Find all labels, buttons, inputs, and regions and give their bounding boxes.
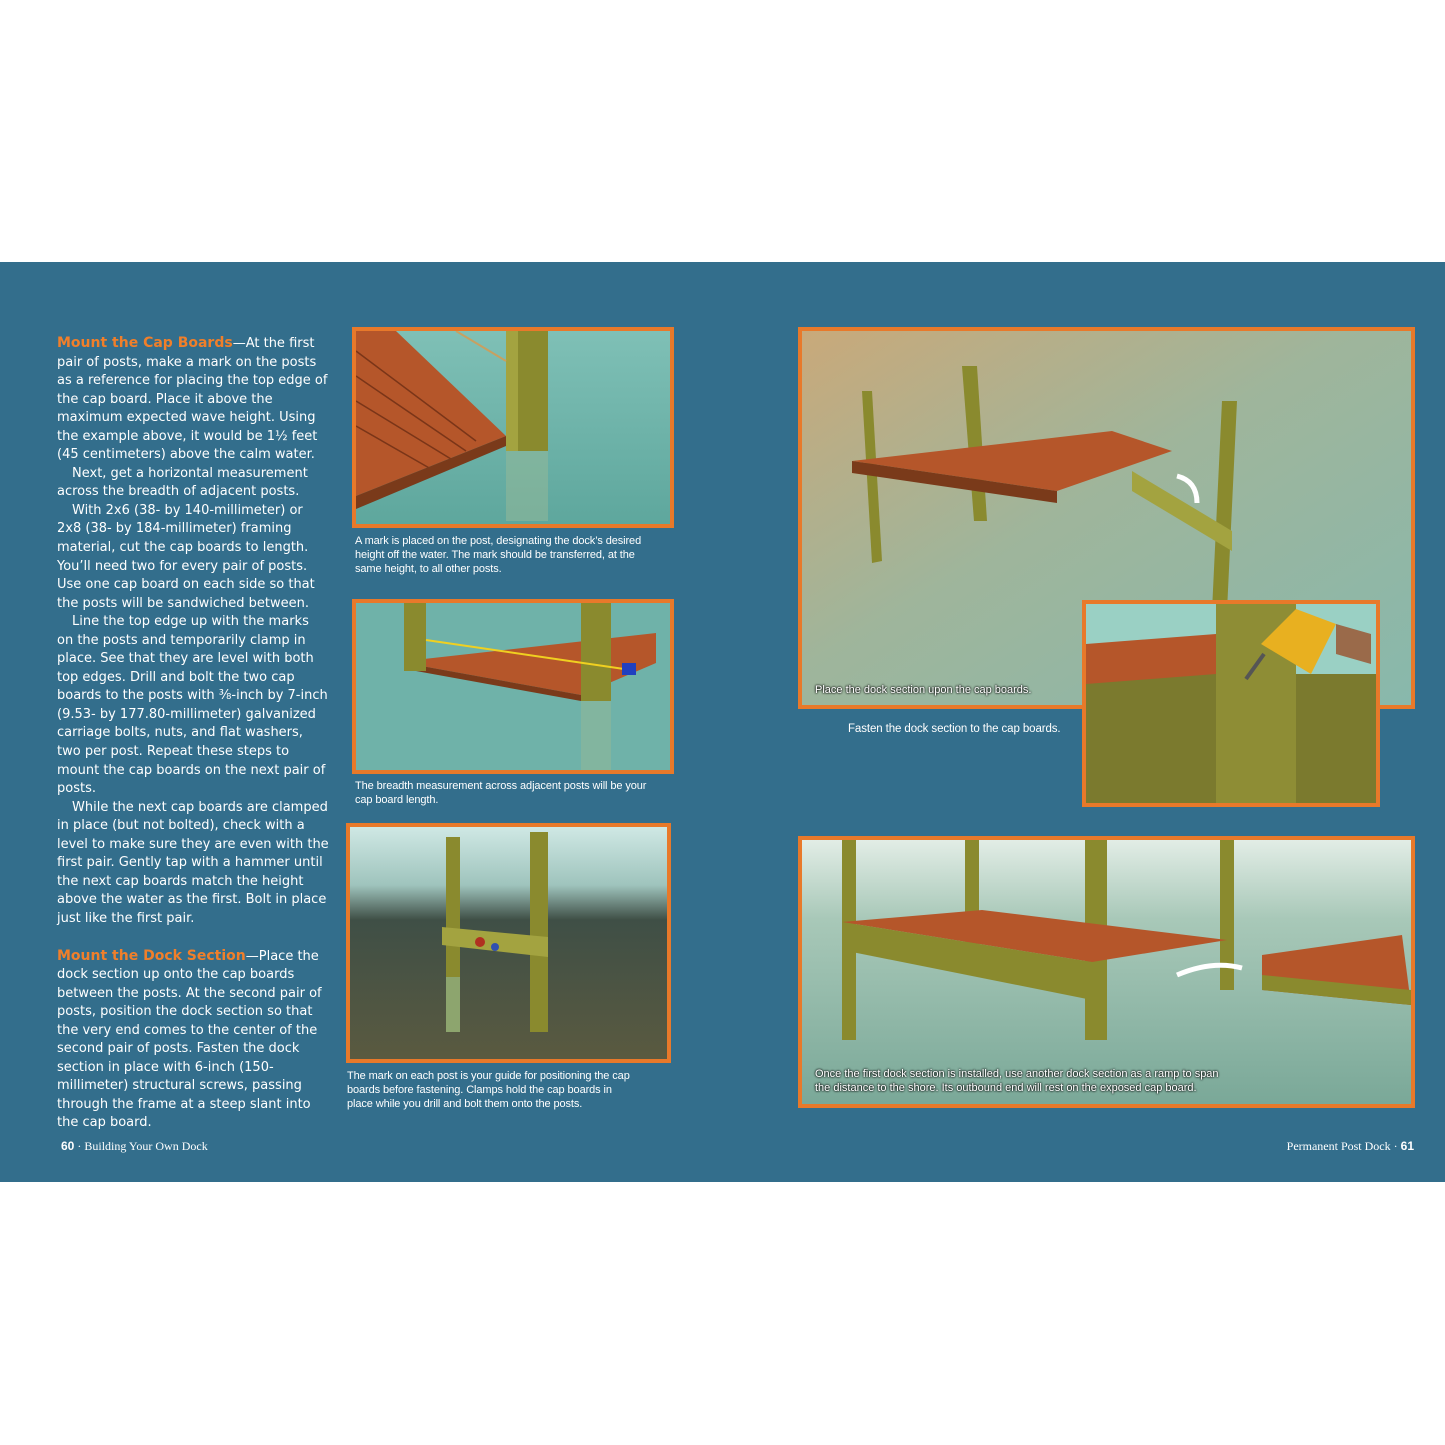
paragraph: Next, get a horizontal measurement across the breadth of adjacent posts.: [57, 465, 308, 500]
caption-ramp: Once the first dock section is installed, use another dock section as a ramp to span the distance to the shore. Its outbound end will rest on the exposed cap board.: [815, 1068, 1219, 1094]
folio-left: 60 · Building Your Own Dock: [61, 1139, 208, 1153]
section-dock-section-lead: Mount the Dock Section—Place the dock section up onto the cap boards between the posts. At the second pair of posts, position the dock section so that the very end comes to the center of the second pair of posts. Fasten the dock section in place with 6-inch (150-millimeter) structural screws, passing through the frame at a steep slant into the cap board.: [57, 947, 322, 1131]
photo-mark-post: [352, 327, 674, 528]
photo-clamps: [346, 823, 671, 1063]
page-number-right: 61: [1400, 1139, 1414, 1153]
heading-mount-dock-section: Mount the Dock Section: [57, 947, 246, 964]
caption-fasten: Fasten the dock section to the cap boards.: [848, 723, 1061, 735]
photo-fasten-inset: [1082, 600, 1380, 807]
caption-mark-post: A mark is placed on the post, designating the dock’s desired height off the water. The mark should be transferred, at the same height, to all other posts.: [355, 535, 642, 575]
caption-breadth: The breadth measurement across adjacent posts will be your cap board length.: [355, 780, 647, 806]
left-body-text: [57, 334, 329, 1133]
caption-place-section: Place the dock section upon the cap boards.: [815, 684, 1032, 696]
paragraph: With 2x6 (38- by 140-millimeter) or 2x8 (38- by 184-millimeter) framing material, cut the cap boards to length. You’ll need two for every pair of posts. Use one cap board on each side so that the posts will be sandwiched between.: [57, 502, 315, 611]
section-cap-boards-lead: Mount the Cap Boards—At the first pair of posts, make a mark on the posts as a reference for placing the top edge of the cap board. Place it above the maximum expected wave height. Using the example above, it would be 1½ feet (45 centimeters) above the calm water.: [57, 335, 328, 463]
running-title-right: Permanent Post Dock: [1286, 1139, 1391, 1153]
paragraph: Line the top edge up with the marks on the posts and temporarily clamp in place. See that they are level with both top edges. Drill and bolt the two cap boards to the posts with ⅜-inch by 7-inch (9.53- by 177.80-millimeter) galvanized carriage bolts, nuts, and flat washers, two per post. Repeat these steps to mount the cap boards on the next pair of posts.: [57, 614, 328, 797]
running-title-left: Building Your Own Dock: [84, 1139, 208, 1153]
photo-breadth-measurement: [352, 599, 674, 774]
paragraph: While the next cap boards are clamped in place (but not bolted), check with a level to make sure they are even with the first pair. Gently tap with a hammer until the next cap boards match the height above the water as the first. Bolt in place just like the first pair.: [57, 799, 329, 926]
page-number-left: 60: [61, 1139, 75, 1153]
caption-clamps: The mark on each post is your guide for positioning the cap boards before fastening. Clamps hold the cap boards in place while you drill and bolt them onto the posts.: [347, 1070, 630, 1110]
heading-mount-cap-boards: Mount the Cap Boards: [57, 335, 233, 351]
folio-right: Permanent Post Dock · 61: [1286, 1139, 1414, 1153]
